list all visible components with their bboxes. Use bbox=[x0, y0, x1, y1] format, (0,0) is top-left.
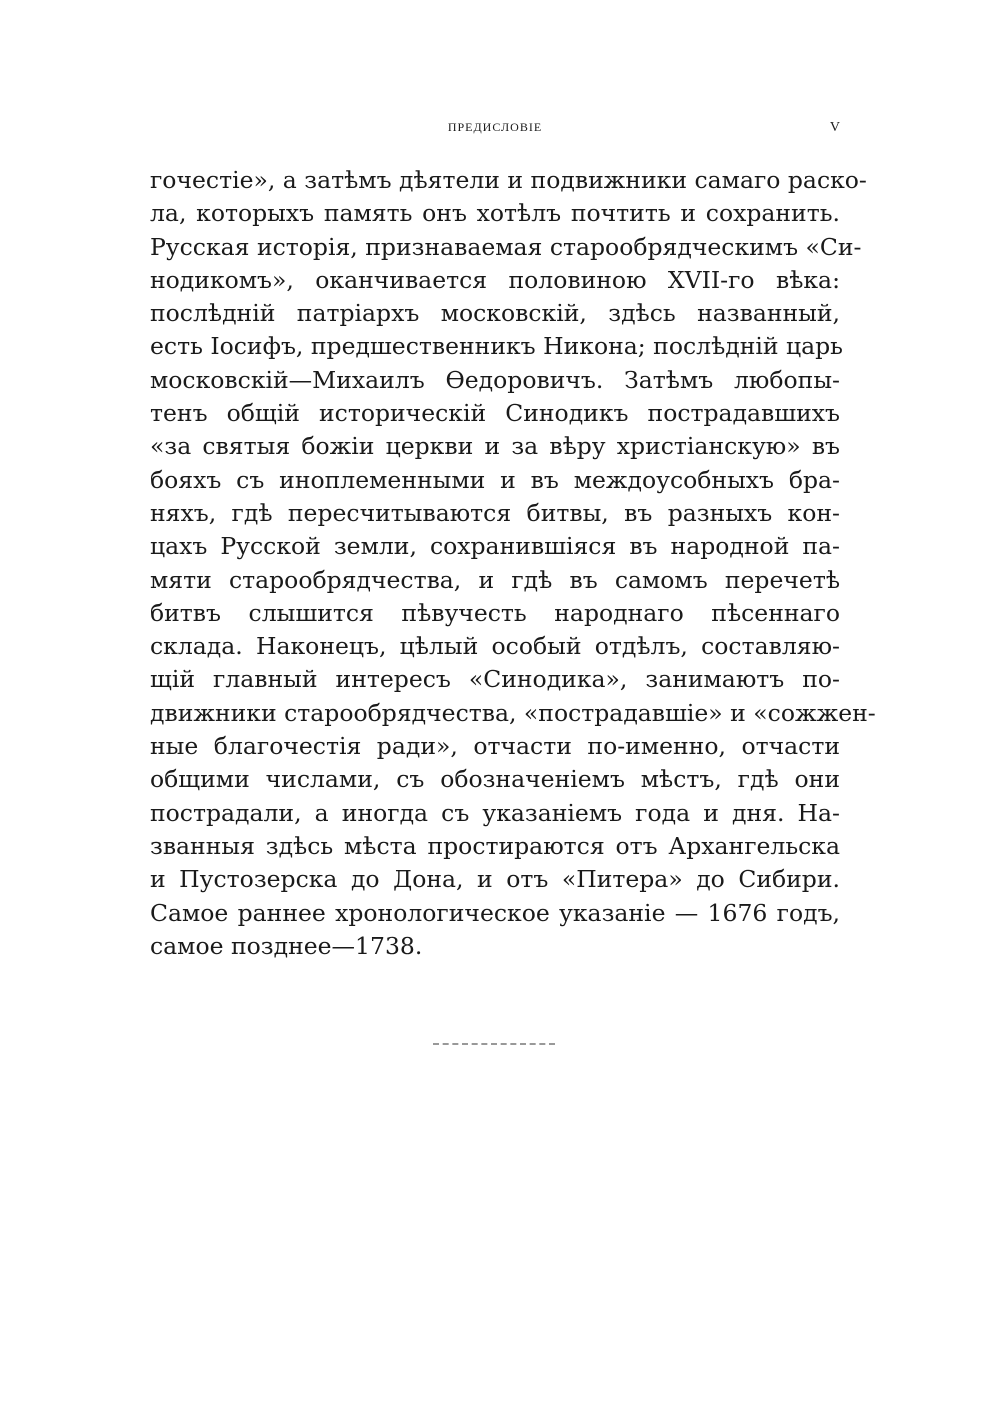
body-paragraph bbox=[150, 164, 876, 963]
text-line: бояхъ съ иноплеменными и въ междоусобныхъ бра- bbox=[150, 465, 840, 494]
text-line: цахъ Русской земли, сохранившіяся въ народной па- bbox=[150, 532, 840, 561]
text-line: битвъ слышится пѣвучесть народнаго пѣсеннаго bbox=[150, 598, 840, 627]
text-line: самое позднее—1738. bbox=[150, 931, 423, 960]
running-header bbox=[150, 120, 840, 142]
text-line: общими числами, съ обозначеніемъ мѣстъ, гдѣ они bbox=[150, 765, 840, 794]
text-line: ные благочестія ради», отчасти по-именно, отчасти bbox=[150, 732, 840, 761]
closing-ornament bbox=[433, 1043, 555, 1051]
text-line: Русская исторія, признаваемая старообрядческимъ «Си- bbox=[150, 232, 862, 261]
text-line: и Пустозерска до Дона, и отъ «Питера» до Сибири. bbox=[150, 865, 840, 894]
text-line: званныя здѣсь мѣста простираются отъ Архангельска bbox=[150, 831, 840, 860]
text-line: есть Іосифъ, предшественникъ Никона; послѣдній царь bbox=[150, 332, 843, 361]
text-line: мяти старообрядчества, и гдѣ въ самомъ перечетѣ bbox=[150, 565, 840, 594]
text-line: Самое раннее хронологическое указаніе — 1676 годъ, bbox=[150, 898, 840, 927]
text-line: пострадали, а иногда съ указаніемъ года и дня. На- bbox=[150, 798, 840, 827]
text-line: ла, которыхъ память онъ хотѣлъ почтить и сохранить. bbox=[150, 199, 840, 228]
text-line: движники старообрядчества, «пострадавшіе» и «сожжен- bbox=[150, 698, 876, 727]
text-line: «за святыя божіи церкви и за вѣру христіанскую» въ bbox=[150, 432, 840, 461]
text-line: щій главный интересъ «Синодика», занимаютъ по- bbox=[150, 665, 840, 694]
text-line: склада. Наконецъ, цѣлый особый отдѣлъ, составляю- bbox=[150, 632, 840, 661]
text-line: тенъ общій историческій Синодикъ пострадавшихъ bbox=[150, 399, 840, 428]
text-line: послѣдній патріархъ московскій, здѣсь названный, bbox=[150, 299, 840, 328]
text-line: нодикомъ», оканчивается половиною XVII-го вѣка: bbox=[150, 265, 840, 294]
text-line: гочестіе», а затѣмъ дѣятели и подвижники самаго раско- bbox=[150, 166, 867, 194]
page-number: V bbox=[829, 120, 840, 135]
text-line: московскій—Михаилъ Ѳедоровичъ. Затѣмъ любопы- bbox=[150, 365, 840, 394]
running-title: ПРЕДИСЛОВІЕ bbox=[447, 120, 543, 134]
text-line: няхъ, гдѣ пересчитываются битвы, въ разныхъ кон- bbox=[150, 498, 840, 527]
